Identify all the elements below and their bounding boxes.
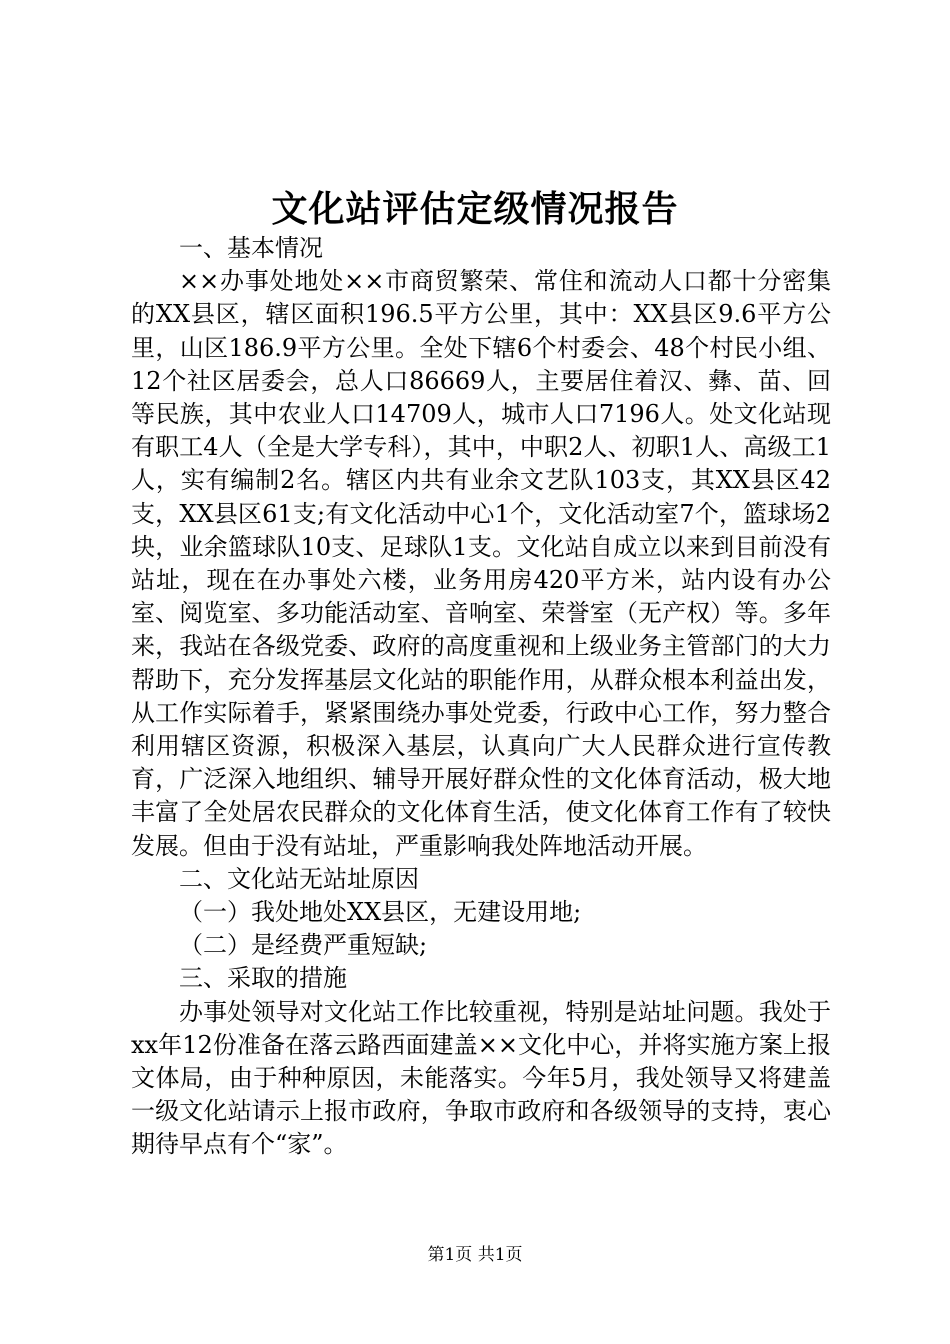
- document-body: [131, 232, 831, 1162]
- list-item-reason-1: （一）我处地处XX县区，无建设用地;: [179, 898, 582, 927]
- page-footer: 第1页 共1页: [427, 1245, 523, 1265]
- paragraph-basic-info: ××办事处地处××市商贸繁荣、常住和流动人口都十分密集的XX县区，辖区面积196.5平方公里，其中：XX县区9.6平方公里，山区186.9平方公里。全处下辖6个村委会、48个村民小组、12个社区居委会，总人口86669人，主要居住着汉、彝、苗、回等民族，其中农业人口14709人，城市人口7196人。处文化站现有职工4人（全是大学专科），其中，中职2人、初职1人、高级工1人，实有编制2名。辖区内共有业余文艺队103支，其XX县区42支，XX县区61支;有文化活动中心1个，文化活动室7个，篮球场2块，业余篮球队10支、足球队1支。文化站自成立以来到目前没有站址，现在在办事处六楼，业务用房420平方米，站内设有办公室、阅览室、多功能活动室、音响室、荣誉室（无产权）等。多年来，我站在各级党委、政府的高度重视和上级业务主管部门的大力帮助下，充分发挥基层文化站的职能作用，从群众根本利益出发，从工作实际着手，紧紧围绕办事处党委，行政中心工作，努力整合利用辖区资源，积极深入基层，认真向广大人民群众进行宣传教育，广泛深入地组织、辅导开展好群众性的文化体育活动，极大地丰富了全处居农民群众的文化体育生活，使文化体育工作有了较快发展。但由于没有站址，严重影响我处阵地活动开展。: [131, 267, 831, 860]
- section-heading-no-site-reason: 二、文化站无站址原因: [179, 864, 419, 893]
- document-title: 文化站评估定级情况报告: [271, 188, 679, 230]
- list-item-reason-2: （二）是经费严重短缺;: [179, 931, 428, 960]
- section-heading-measures: 三、采取的措施: [179, 964, 347, 993]
- section-heading-basic-info: 一、基本情况: [179, 234, 323, 262]
- paragraph-measures: 办事处领导对文化站工作比较重视，特别是站址问题。我处于xx年12份准备在落云路西面建盖××文化中心，并将实施方案上报文体局，由于种种原因，未能落实。今年5月，我处领导又将建盖一级文化站请示上报市政府，争取市政府和各级领导的支持，衷心期待早点有个“家”。: [131, 997, 831, 1159]
